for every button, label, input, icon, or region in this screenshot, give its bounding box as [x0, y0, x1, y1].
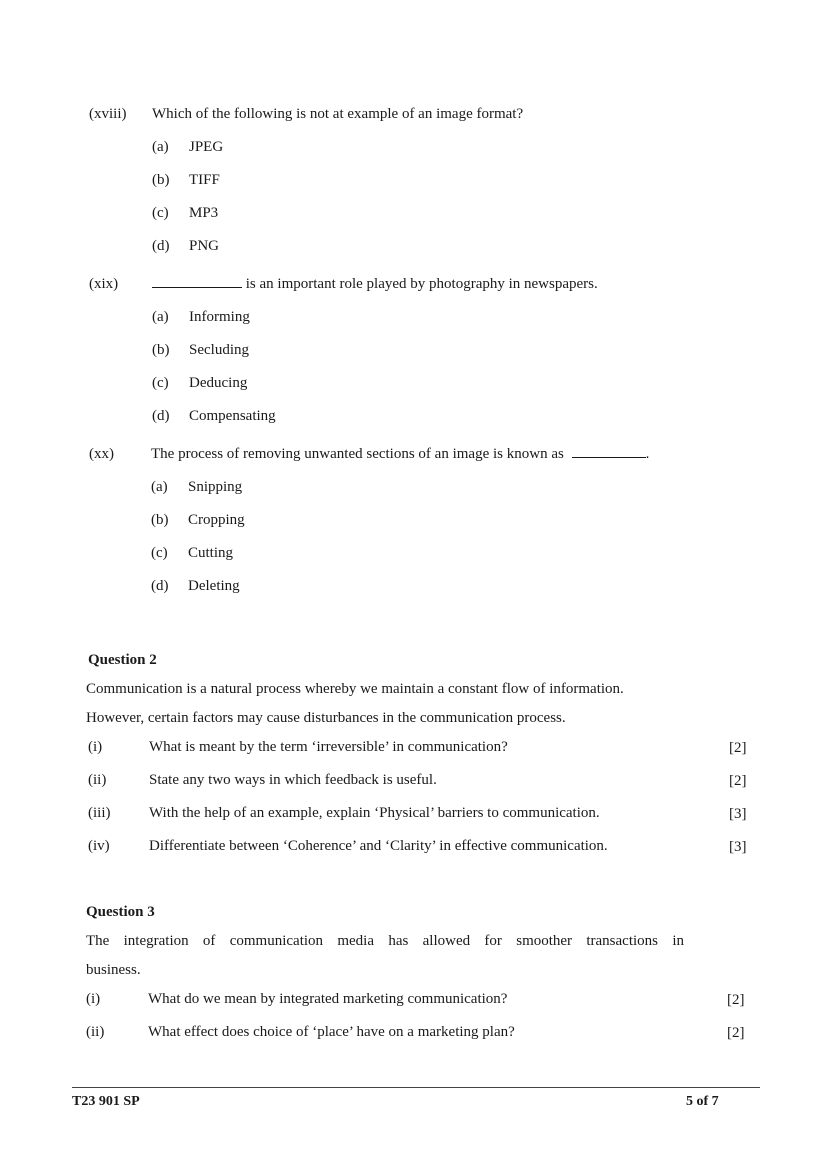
footer-divider: [72, 1087, 760, 1088]
fill-in-blank: [152, 287, 242, 288]
question-xx-text: The process of removing unwanted sections of an image is known as: [151, 446, 564, 462]
question-xx-number: (xx): [89, 446, 114, 462]
question-2-heading: Question 2: [88, 652, 157, 668]
question-2-intro: Communication is a natural process whereby we maintain a constant flow of information.: [86, 681, 624, 697]
option-label: (d): [152, 238, 170, 254]
part-number: (i): [86, 991, 101, 1007]
part-text: What is meant by the term ‘irreversible’ in communication?: [149, 739, 508, 755]
part-text: Differentiate between ‘Coherence’ and ‘Clarity’ in effective communication.: [149, 838, 608, 854]
marks: [2]: [727, 1025, 745, 1041]
marks: [3]: [729, 806, 747, 822]
option-text: Cropping: [188, 512, 245, 528]
option-text: TIFF: [189, 172, 220, 188]
part-text: With the help of an example, explain ‘Physical’ barriers to communication.: [149, 805, 600, 821]
option-text: JPEG: [189, 139, 224, 155]
option-text: Compensating: [189, 408, 276, 424]
question-3-intro: The integration of communication media has allowed for smoother transactions in: [86, 933, 684, 949]
part-number: (i): [88, 739, 103, 755]
question-xix-line: [152, 276, 598, 293]
marks: [3]: [729, 839, 747, 855]
option-label: (c): [152, 205, 169, 221]
question-xviii-text: Which of the following is not at example of an image format?: [152, 106, 524, 122]
question-xix-text: is an important role played by photography in newspapers.: [245, 276, 598, 292]
part-text: What effect does choice of ‘place’ have on a marketing plan?: [148, 1024, 515, 1040]
marks: [2]: [729, 740, 747, 756]
part-number: (ii): [88, 772, 107, 788]
option-label: (a): [151, 479, 168, 495]
option-label: (b): [151, 512, 169, 528]
marks: [2]: [729, 773, 747, 789]
option-label: (a): [152, 309, 169, 325]
option-label: (b): [152, 172, 170, 188]
marks: [2]: [727, 992, 745, 1008]
question-3-heading: Question 3: [86, 904, 155, 920]
option-text: PNG: [189, 238, 220, 254]
option-text: Deleting: [188, 578, 240, 594]
option-text: Deducing: [189, 375, 248, 391]
option-label: (c): [152, 375, 169, 391]
question-2-intro: However, certain factors may cause disturbances in the communication process.: [86, 710, 566, 726]
question-3-intro: business.: [86, 962, 141, 978]
option-label: (c): [151, 545, 168, 561]
option-text: MP3: [189, 205, 219, 221]
option-label: (a): [152, 139, 169, 155]
part-text: State any two ways in which feedback is useful.: [149, 772, 437, 788]
question-xx-end: .: [645, 446, 650, 462]
option-text: Informing: [189, 309, 250, 325]
part-number: (iv): [88, 838, 110, 854]
part-number: (iii): [88, 805, 111, 821]
option-text: Secluding: [189, 342, 249, 358]
question-xix-number: (xix): [89, 276, 119, 292]
paper-code: T23 901 SP: [72, 1094, 140, 1109]
option-label: (d): [152, 408, 170, 424]
option-label: (b): [152, 342, 170, 358]
option-text: Cutting: [188, 545, 234, 561]
page-number: 5 of 7: [686, 1094, 719, 1109]
option-text: Snipping: [188, 479, 243, 495]
part-text: What do we mean by integrated marketing communication?: [148, 991, 508, 1007]
fill-in-blank: [572, 457, 646, 458]
option-label: (d): [151, 578, 169, 594]
question-xx-line: [151, 446, 649, 463]
part-number: (ii): [86, 1024, 105, 1040]
question-xviii-number: (xviii): [89, 106, 127, 122]
